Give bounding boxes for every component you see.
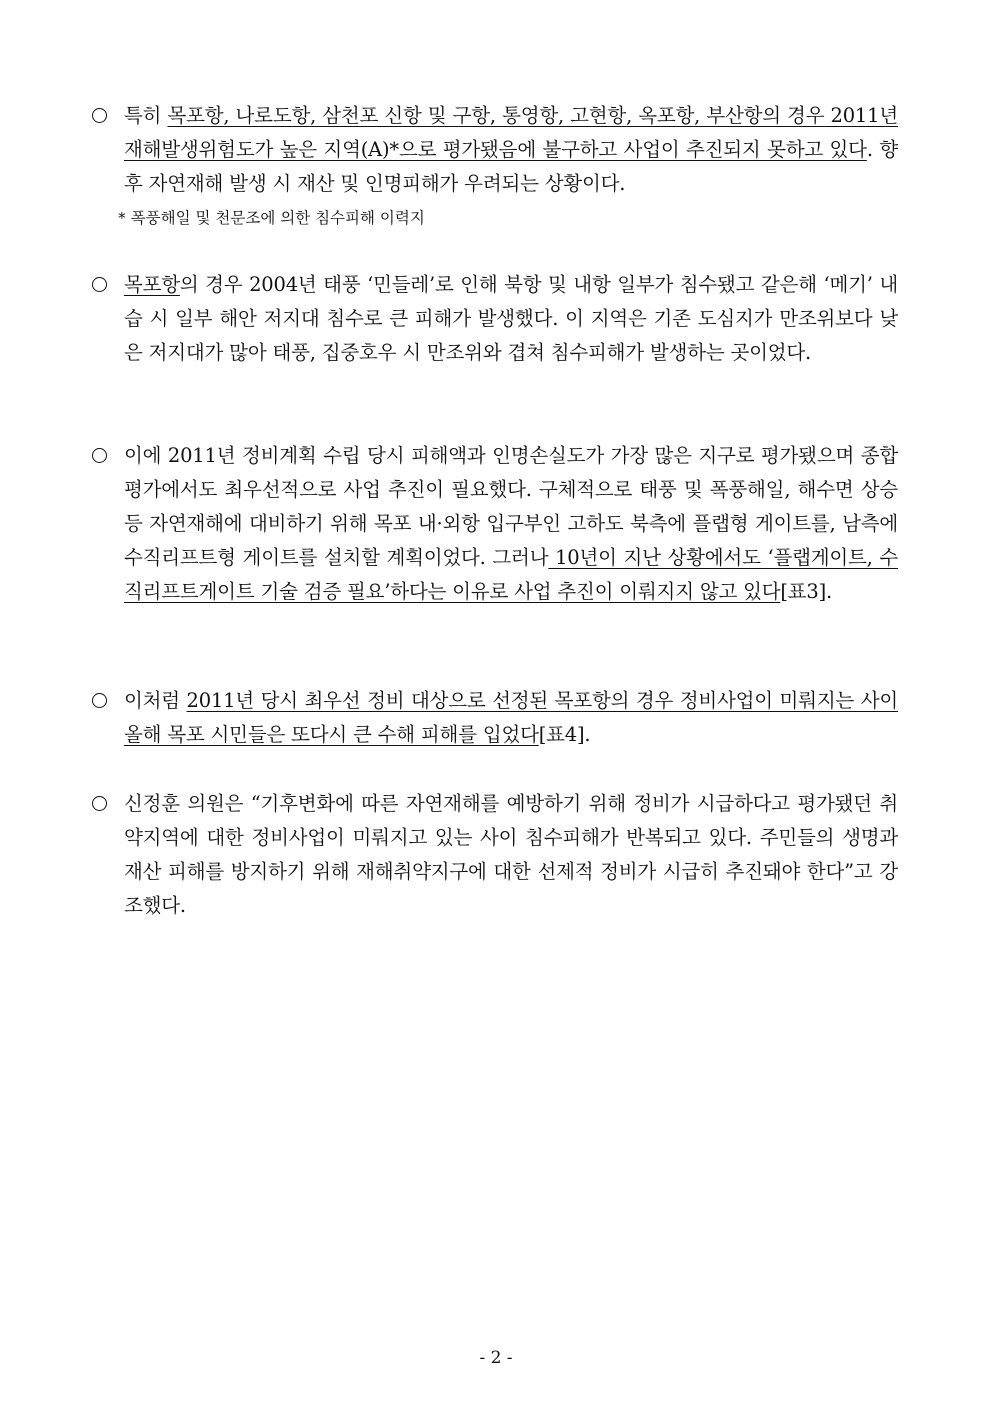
paragraph-4 <box>92 684 898 752</box>
text-segment: . 향후 자연재해 발생 시 재산 및 인명피해가 우려되는 상황이다. <box>124 138 898 195</box>
paragraph-3 <box>92 439 898 609</box>
paragraph-2 <box>92 268 898 370</box>
paragraph-text <box>124 268 898 370</box>
text-segment: [표4]. <box>538 723 591 746</box>
underlined-text: 10년이 지난 상황에서도 ‘플랩게이트, 수직리프트게이트 기술 검증 필요’하다는 이유로 사업 추진이 이뤄지지 않고 있다 <box>124 546 898 603</box>
text-segment: [표3]. <box>780 580 833 603</box>
text-segment: 신정훈 의원은 “기후변화에 따른 자연재해를 예방하기 위해 정비가 시급하다고 평가됐던 취약지역에 대한 정비사업이 미뤄지고 있는 사이 침수피해가 반복되고 있다. 주민들의 생명과 재산 피해를 방지하기 위해 재해취약지구에 대한 선제적 정비가 시급히 추진돼야 한다”고 강조했다. <box>124 792 898 917</box>
paragraph-text <box>124 684 898 752</box>
footnote: * 폭풍해일 및 천문조에 의한 침수피해 이력지 <box>118 209 425 227</box>
circle-bullet-icon <box>92 693 107 708</box>
text-segment: 이처럼 <box>124 689 187 712</box>
circle-bullet-icon <box>92 448 107 463</box>
paragraph-1 <box>92 99 898 201</box>
circle-bullet-icon <box>92 277 107 292</box>
paragraph-5 <box>92 787 898 923</box>
underlined-text: 목포항, 나로도항, 삼천포 신항 및 구항, 통영항, 고현항, 옥포항, 부산항의 경우 2011년 재해발생위험도가 높은 지역(A)*으로 평가됐음에 불구하고 사업이 추진되지 못하고 있다 <box>124 104 898 161</box>
paragraph-text <box>124 439 898 609</box>
text-segment: 특히 <box>124 104 168 127</box>
page-number: - 2 - <box>479 1348 513 1368</box>
text-segment: 이에 2011년 정비계획 수립 당시 피해액과 인명손실도가 가장 많은 지구로 평가됐으며 종합평가에서도 최우선적으로 사업 추진이 필요했다. 구체적으로 태풍 및 폭풍해일, 해수면 상승 등 자연재해에 대비하기 위해 목포 내·외항 입구부인 고하도 북측에 플랩형 게이트를, 남측에 수직리프트형 게이트를 설치할 계획이었다. 그러나 <box>124 444 898 569</box>
paragraph-text <box>124 787 898 923</box>
text-segment: 의 경우 2004년 태풍 ‘민들레’로 인해 북항 및 내항 일부가 침수됐고 같은해 ‘메기’ 내습 시 일부 해안 저지대 침수로 큰 피해가 발생했다. 이 지역은 기존 도심지가 만조위보다 낮은 저지대가 많아 태풍, 집중호우 시 만조위와 겹쳐 침수피해가 발생하는 곳이었다. <box>124 273 898 364</box>
underlined-text: 목포항 <box>124 273 180 296</box>
underlined-text: 2011년 당시 최우선 정비 대상으로 선정된 목포항의 경우 정비사업이 미뤄지는 사이 올해 목포 시민들은 또다시 큰 수해 피해를 입었다 <box>124 689 898 746</box>
circle-bullet-icon <box>92 796 107 811</box>
circle-bullet-icon <box>92 108 107 123</box>
paragraph-text <box>124 99 898 201</box>
